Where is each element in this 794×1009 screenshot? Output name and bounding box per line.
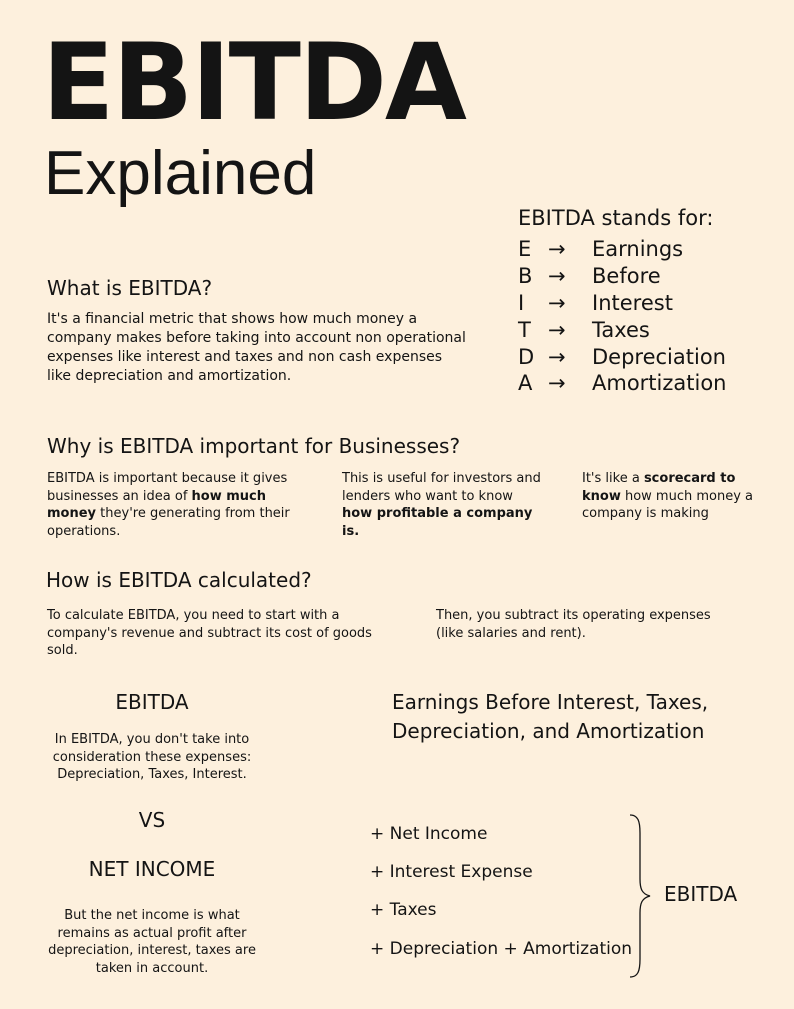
acronym-letter: E xyxy=(518,237,532,262)
acronym-row-a xyxy=(518,370,727,397)
why-heading: Why is EBITDA important for Businesses? xyxy=(47,434,461,458)
net-income-description: But the net income is what remains as actual profit after depreciation, interest, taxes are taken in account. xyxy=(48,908,256,976)
why-col-2-emphasis: how profitable a company is. xyxy=(342,506,533,539)
acronym-row-i xyxy=(518,290,727,317)
ebitda-full-name: Earnings Before Interest, Taxes, Depreciation, and Amortization xyxy=(392,690,709,743)
acronym-row-t xyxy=(518,316,727,343)
why-col-3: It's like a scorecard to know how much money a company is making xyxy=(582,471,754,521)
acronym-row-e xyxy=(518,236,727,263)
arrow-right-icon: → xyxy=(548,344,566,369)
acronym-row-d xyxy=(518,343,727,370)
acronym-word: Earnings xyxy=(592,237,684,262)
ebitda-description: In EBITDA, you don't take into consideration these expenses: Depreciation, Taxes, Interest. xyxy=(52,732,252,782)
acronym-word: Depreciation xyxy=(592,344,726,369)
stands-for-title: EBITDA stands for: xyxy=(518,206,714,230)
formula-line-taxes: + Taxes xyxy=(370,900,437,920)
formula-line-interest: + Interest Expense xyxy=(370,862,533,882)
arrow-right-icon: → xyxy=(548,290,566,315)
page-subtitle: Explained xyxy=(44,139,317,208)
why-col-2: This is useful for investors and lenders who want to know how profitable a company is. xyxy=(342,471,541,539)
vs-label: VS xyxy=(138,808,166,832)
acronym-word: Taxes xyxy=(592,317,650,342)
arrow-right-icon: → xyxy=(548,371,566,396)
acronym-letter: D xyxy=(518,344,535,369)
ebitda-label: EBITDA xyxy=(115,690,189,714)
formula-result: EBITDA xyxy=(664,882,738,906)
why-col-3-emphasis: scorecard to know xyxy=(582,471,736,504)
curly-brace-icon xyxy=(624,813,654,979)
net-income-label: NET INCOME xyxy=(88,857,216,881)
acronym-letter: A xyxy=(518,371,533,396)
acronym-word: Interest xyxy=(592,290,673,315)
acronym-word: Before xyxy=(592,264,661,289)
acronym-list xyxy=(518,236,727,397)
arrow-right-icon: → xyxy=(548,237,566,262)
acronym-letter: B xyxy=(518,264,533,289)
formula-line-dep-amort: + Depreciation + Amortization xyxy=(370,939,633,959)
formula-line-net-income: + Net Income xyxy=(370,824,488,844)
how-left-text: To calculate EBITDA, you need to start with a company's revenue and subtract its cost of goods sold. xyxy=(47,608,372,658)
why-col-1-emphasis: how much money xyxy=(47,488,267,521)
arrow-right-icon: → xyxy=(548,317,566,342)
page-title: EBITDA xyxy=(42,21,465,144)
what-body: It's a financial metric that shows how much money a company makes before taking into account non operational expenses like interest and taxes and non cash expenses like depreciation and amortization. xyxy=(47,311,466,384)
why-col-1: EBITDA is important because it gives businesses an idea of how much money they're generating from their operations. xyxy=(47,471,290,539)
how-right-text: Then, you subtract its operating expenses (like salaries and rent). xyxy=(436,608,711,641)
acronym-letter: I xyxy=(518,290,525,315)
acronym-word: Amortization xyxy=(592,371,727,396)
what-heading: What is EBITDA? xyxy=(47,276,213,300)
acronym-letter: T xyxy=(518,317,531,342)
how-heading: How is EBITDA calculated? xyxy=(46,568,312,592)
acronym-row-b xyxy=(518,263,727,290)
arrow-right-icon: → xyxy=(548,264,566,289)
